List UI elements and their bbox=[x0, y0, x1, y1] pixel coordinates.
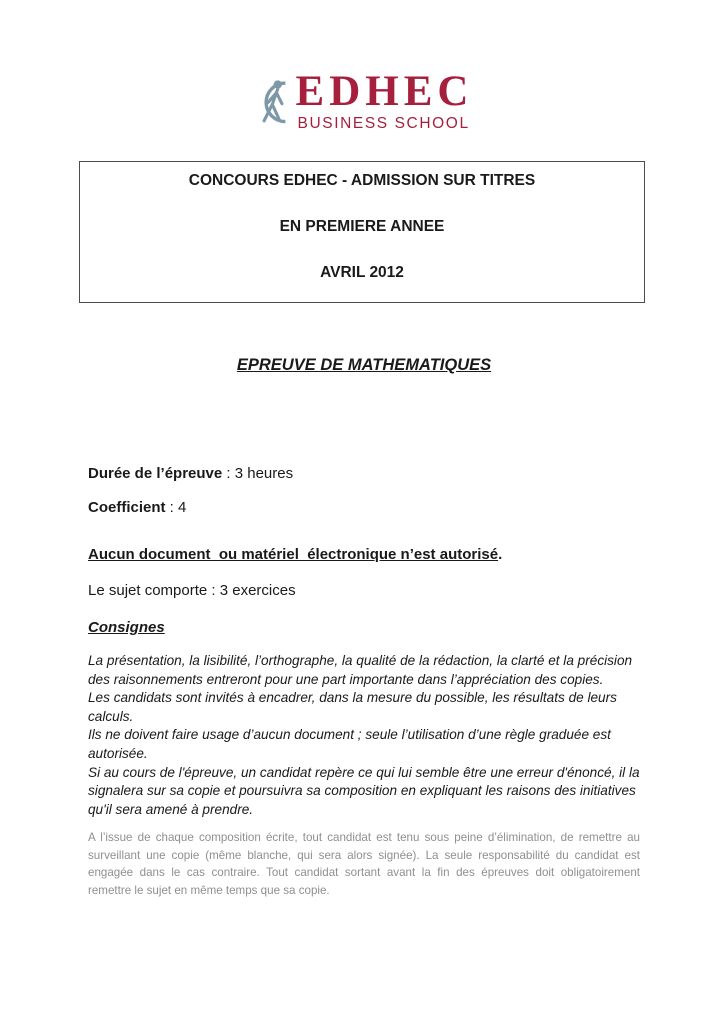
regulation-note: A l’issue de chaque composition écrite, tout candidat est tenu sous peine d’élimination, de remettre au surveillant une copie (même blanche, qui sera alors signée). La seule responsabilité du candidat est engagée dans le cas contraire. Tout candidat sortant avant la fin des épreuves doit obligatoirement remettre le sujet en même temps que sa copie. bbox=[88, 831, 640, 897]
coefficient-line bbox=[88, 499, 640, 517]
instruction-paragraph: Les candidats sont invités à encadrer, dans la mesure du possible, les résultats de leurs calculs. bbox=[88, 690, 617, 724]
exam-meta bbox=[88, 465, 640, 517]
duration-label: Durée de l’épreuve bbox=[88, 465, 223, 482]
duration-line bbox=[88, 465, 640, 483]
consignes-heading: Consignes bbox=[88, 619, 165, 636]
document-body bbox=[0, 161, 724, 899]
no-documents-notice bbox=[88, 546, 640, 564]
instruction-paragraph: La présentation, la lisibilité, l’orthographe, la qualité de la rédaction, la clarté et la précision des raisonnements entreront pour une part importante dans l’appréciation des copies. bbox=[88, 653, 633, 687]
coefficient-label: Coefficient bbox=[88, 499, 166, 516]
title-box-line-1: CONCOURS EDHEC - ADMISSION SUR TITRES bbox=[188, 172, 536, 189]
logo-wordmark: EDHEC bbox=[295, 68, 474, 115]
logo-subtitle: BUSINESS SCHOOL bbox=[297, 114, 470, 132]
notice-period: . bbox=[498, 546, 503, 563]
title-box-line-3: AVRIL 2012 bbox=[320, 264, 404, 281]
duration-value: : 3 heures bbox=[222, 465, 294, 482]
edhec-logo bbox=[0, 0, 724, 133]
instruction-paragraph: Si au cours de l'épreuve, un candidat repère ce qui lui semble être une erreur d'énoncé, il la signalera sur sa copie et poursuivra sa composition en expliquant les raisons des initiatives qu'il sera amené à prendre. bbox=[88, 764, 640, 817]
instruction-paragraph: Ils ne doivent faire usage d’aucun document ; seule l’utilisation d’une règle graduée est autorisée. bbox=[88, 727, 611, 761]
title-box bbox=[79, 161, 645, 303]
notice-underlined-text: Aucun document ou matériel électronique n’est autorisé bbox=[88, 546, 499, 563]
walking-figure-icon bbox=[251, 72, 296, 133]
exam-title: EPREUVE DE MATHEMATIQUES bbox=[236, 356, 492, 374]
subject-composition-line: Le sujet comporte : 3 exercices bbox=[88, 582, 296, 599]
title-box-line-2: EN PREMIERE ANNEE bbox=[279, 218, 445, 235]
logo-text bbox=[295, 68, 474, 133]
instructions-block bbox=[88, 652, 640, 819]
coefficient-value: : 4 bbox=[165, 499, 187, 516]
